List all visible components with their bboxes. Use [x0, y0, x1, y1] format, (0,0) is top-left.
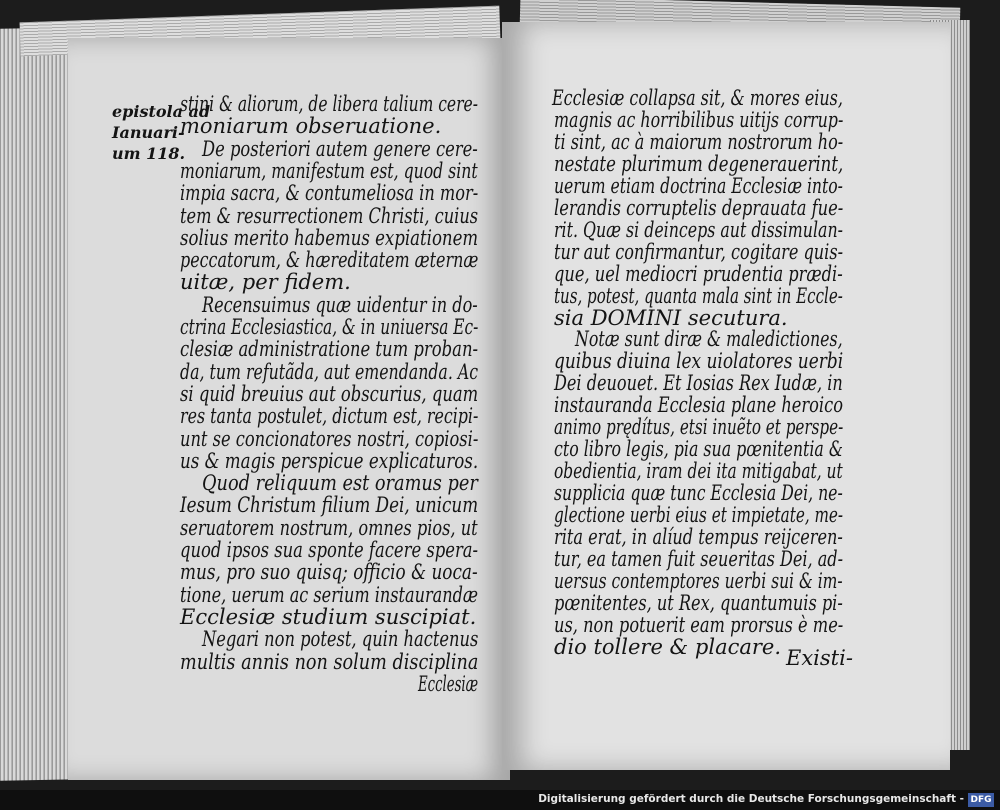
- text-line: moniarum obseruatione.: [180, 114, 442, 139]
- text-line: Notæ sunt diræ & maledictiones,: [575, 327, 843, 352]
- text-line: cto libro legis, pia sua pœnitentia &: [554, 437, 843, 462]
- text-line: uitæ, per fidem.: [180, 270, 351, 295]
- text-line: magnis ac horribilibus uitijs corrup-: [554, 107, 844, 132]
- text-line: rit. Quæ si deinceps aut dissimulan-: [554, 217, 843, 242]
- margin-note-line: um 118.: [112, 144, 186, 163]
- text-line: tem & resurrectionem Christi, cuius: [180, 203, 479, 228]
- text-line: Ecclesiæ collapsa sit, & mores eius,: [552, 86, 843, 110]
- text-line: Ecclesiæ studium suscipiat.: [180, 604, 477, 629]
- text-line: sia DOMINI secutura.: [554, 305, 788, 330]
- text-line: mus, pro suo quisq; officio & uoca-: [180, 560, 478, 585]
- catchword: Existi-: [786, 646, 853, 670]
- margin-note-line: Ianuari-: [112, 123, 185, 142]
- text-line: tione, uerum ac serium instaurandæ: [180, 582, 479, 607]
- text-line: moniarum, manifestum est, quod sint: [180, 158, 478, 183]
- text-line: tus, potest, quanta mala sint in Eccle-: [554, 283, 843, 308]
- text-line: quibus diuina lex uiolatores uerbi: [554, 349, 844, 374]
- text-line: Ecclesiæ: [418, 671, 479, 696]
- text-line: tur, ea tamen fuit seueritas Dei, ad-: [554, 546, 844, 571]
- dfg-logo: DFG: [968, 793, 994, 807]
- footer-bar: [0, 790, 1000, 810]
- text-line: peccatorum, & hæreditatem æternæ: [180, 248, 479, 273]
- text-line: instauranda Ecclesia plane heroico: [554, 393, 843, 418]
- text-line: Iesum Christum filium Dei, unicum: [180, 493, 479, 518]
- text-line: us & magis perspicue explicaturos.: [180, 448, 479, 473]
- text-line: Quod reliquum est oramus per: [202, 471, 478, 496]
- text-line: us, non potuerit eam prorsus è me-: [554, 612, 844, 637]
- text-line: uersus contemptores uerbi sui & im-: [554, 568, 843, 593]
- text-line: uerum etiam doctrina Ecclesiæ into-: [554, 173, 843, 198]
- text-line: unt se concionatores nostri, copiosi-: [180, 426, 479, 451]
- text-line: da, tum refutãda, aut emendanda. Ac: [180, 359, 479, 384]
- text-line: dio tollere & placare.: [554, 634, 782, 659]
- text-line: si quid breuius aut obscurius, quam: [180, 381, 479, 406]
- text-line: ctrina Ecclesiastica, & in uniuersa Ec-: [180, 315, 479, 339]
- text-line: supplicia quæ tunc Ecclesia Dei, ne-: [554, 481, 843, 506]
- text-line: obedientia, iram dei ita mitigabat, ut: [554, 459, 843, 484]
- text-line: nestate plurimum degenerauerint,: [554, 151, 844, 176]
- text-line: impia sacra, & contumeliosa in mor-: [180, 181, 479, 206]
- text-line: Recensuimus quæ uidentur in do-: [202, 292, 478, 317]
- text-line: Negari non potest, quin hactenus: [202, 627, 479, 652]
- text-line: stini & aliorum, de libera talium cere-: [180, 92, 478, 116]
- text-line: multis annis non solum disciplina: [180, 649, 479, 674]
- text-line: glectione uerbi eius et impietate, me-: [554, 503, 844, 528]
- text-line: quod ipsos sua sponte facere spera-: [180, 538, 479, 562]
- text-line: seruatorem nostrum, omnes pios, ut: [180, 515, 478, 540]
- text-line: ti sint, ac à maiorum nostrorum ho-: [554, 129, 844, 154]
- margin-note-line: epistola ad: [112, 102, 211, 121]
- text-line: Dei deuouet. Et Iosias Rex Iudæ, in: [554, 371, 843, 396]
- footer-credit: Digitalisierung gefördert durch die Deutsche Forschungsgemeinschaft -: [538, 793, 964, 805]
- text-line: solius merito habemus expiationem: [180, 225, 479, 250]
- text-line: que, uel mediocri prudentia prædi-: [554, 261, 843, 286]
- text-line: tur aut confirmantur, cogitare quis-: [554, 239, 844, 264]
- text-line: res tanta postulet, dictum est, recipi-: [180, 404, 479, 429]
- text-line: pœnitentes, ut Rex, quantumuis pi-: [554, 590, 843, 615]
- text-line: De posteriori autem genere cere-: [202, 136, 478, 161]
- text-line: clesiæ administratione tum proban-: [180, 337, 479, 362]
- text-line: rita erat, in alíud tempus reijceren-: [554, 525, 843, 549]
- text-line: animo prędítus, etsi inuẽto et perspe-: [554, 415, 844, 440]
- text-line: lerandis corruptelis deprauata fue-: [554, 195, 844, 220]
